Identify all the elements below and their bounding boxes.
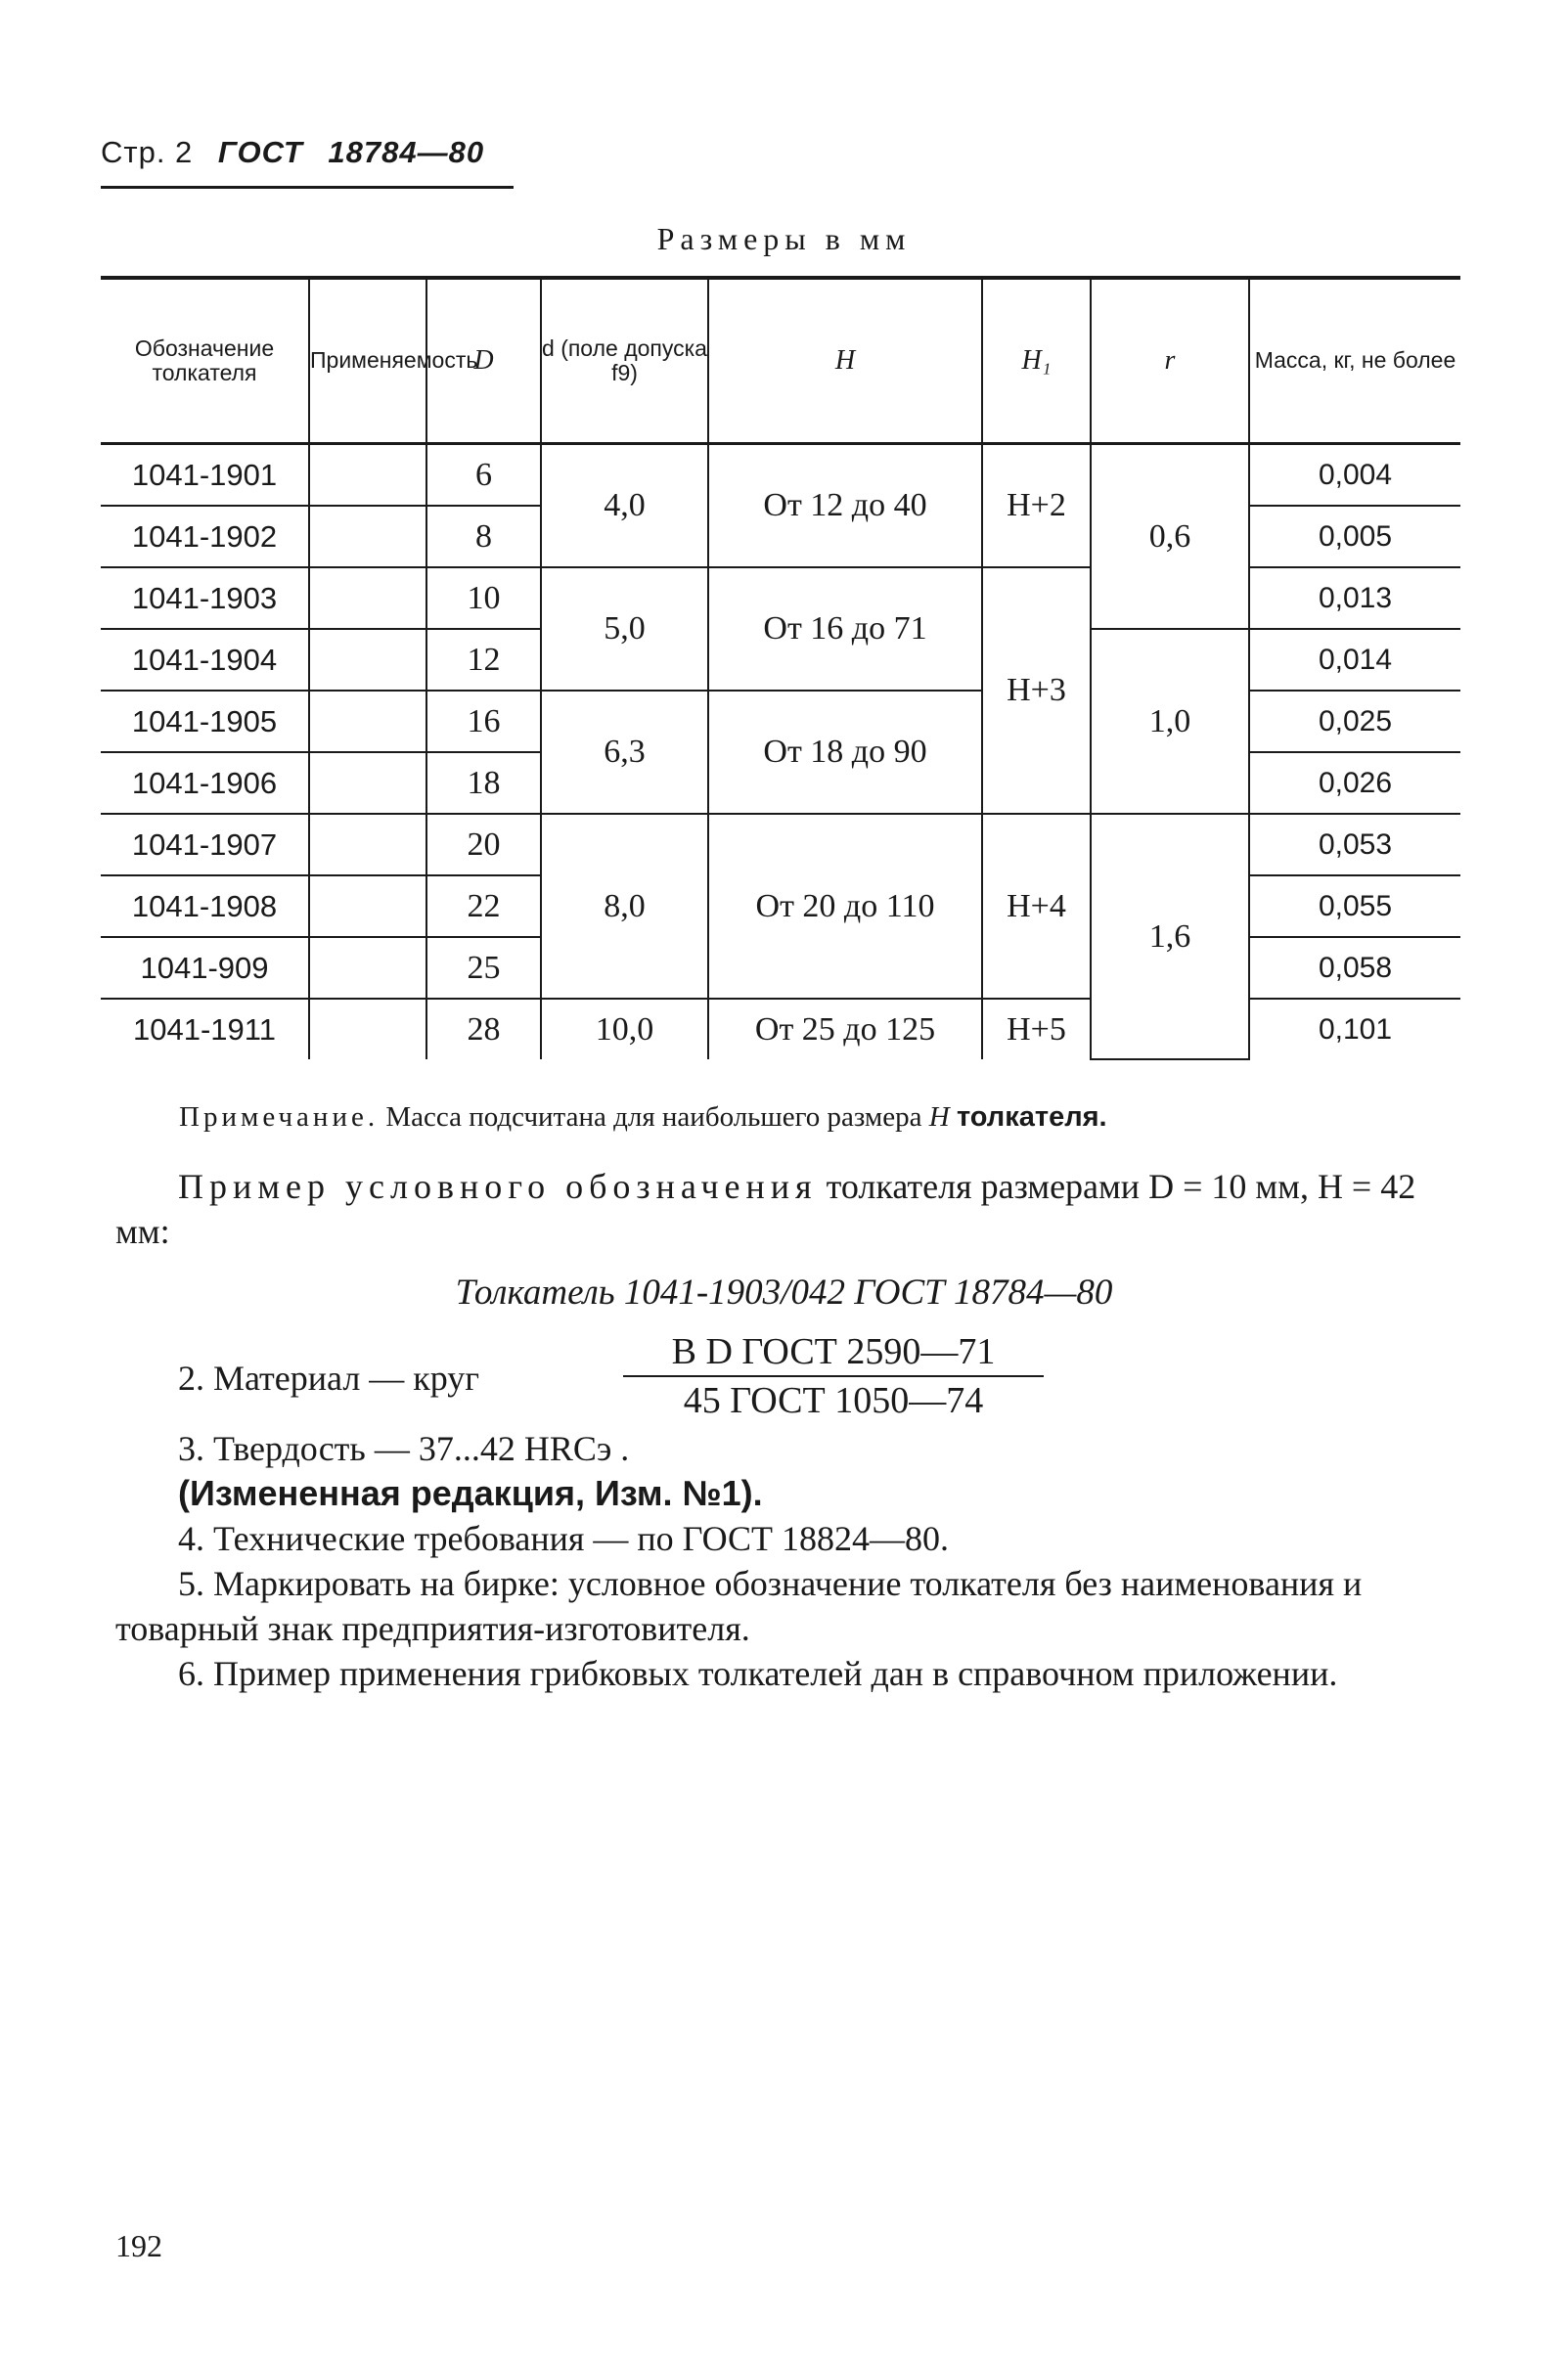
page-label: Стр. 2 bbox=[101, 135, 194, 169]
cell-D: 12 bbox=[426, 629, 541, 691]
cell-code: 1041-909 bbox=[101, 937, 309, 999]
item-6: 6. Пример применения грибковых толкателей дан в справочном приложении. bbox=[178, 1654, 1338, 1693]
cell-code: 1041-1904 bbox=[101, 629, 309, 691]
table-row bbox=[101, 444, 1460, 507]
material-denominator: 45 ГОСТ 1050—74 bbox=[683, 1380, 984, 1421]
cell-applicability bbox=[309, 999, 426, 1059]
cell-code: 1041-1906 bbox=[101, 752, 309, 814]
table-note bbox=[179, 1101, 1107, 1134]
col-header-r: r bbox=[1091, 278, 1249, 444]
cell-code: 1041-1901 bbox=[101, 444, 309, 507]
cell-H: От 20 до 110 bbox=[708, 814, 982, 999]
col-header-H1: H₁ bbox=[982, 278, 1091, 444]
table-row bbox=[101, 999, 1460, 1059]
col-header-d: d (поле допуска f9) bbox=[541, 278, 708, 444]
cell-D: 8 bbox=[426, 506, 541, 567]
cell-mass: 0,101 bbox=[1249, 999, 1460, 1059]
standard-label: ГОСТ bbox=[217, 135, 303, 169]
standard-number: 18784—80 bbox=[328, 135, 485, 169]
cell-d: 4,0 bbox=[541, 444, 708, 568]
cell-H1: Н+3 bbox=[982, 567, 1091, 814]
cell-d: 8,0 bbox=[541, 814, 708, 999]
col-header-designation: Обозначение толкателя bbox=[101, 278, 309, 444]
hardness-line: 3. Твердость — 37...42 HRCэ . bbox=[178, 1429, 630, 1468]
item-5: 5. Маркировать на бирке: условное обозначение толкателя без наименования и товарный знак предприятия-изготовителя. bbox=[115, 1564, 1363, 1648]
cell-applicability bbox=[309, 506, 426, 567]
cell-r: 1,0 bbox=[1091, 629, 1249, 814]
material-fraction bbox=[623, 1330, 1044, 1422]
cell-mass: 0,053 bbox=[1249, 814, 1460, 875]
material-numerator: В D ГОСТ 2590—71 bbox=[623, 1330, 1044, 1377]
page-number: 192 bbox=[115, 2228, 162, 2263]
cell-applicability bbox=[309, 629, 426, 691]
cell-code: 1041-1911 bbox=[133, 1011, 276, 1047]
cell-applicability bbox=[309, 691, 426, 752]
col-header-H: H bbox=[708, 278, 982, 444]
note-tail: толкателя. bbox=[956, 1101, 1107, 1133]
cell-mass: 0,004 bbox=[1249, 444, 1460, 507]
cell-D: 6 bbox=[426, 444, 541, 507]
cell-mass: 0,025 bbox=[1249, 691, 1460, 752]
cell-applicability bbox=[309, 814, 426, 875]
cell-H1: Н+2 bbox=[982, 444, 1091, 568]
cell-d: 5,0 bbox=[541, 567, 708, 691]
cell-mass: 0,014 bbox=[1249, 629, 1460, 691]
designation-intro bbox=[115, 1164, 1467, 1254]
cell-H: От 12 до 40 bbox=[708, 444, 982, 568]
item-4: 4. Технические требования — по ГОСТ 18824—80. bbox=[178, 1519, 950, 1558]
cell-mass: 0,055 bbox=[1249, 875, 1460, 937]
cell-mass: 0,058 bbox=[1249, 937, 1460, 999]
col-header-mass: Масса, кг, не более bbox=[1249, 278, 1460, 444]
cell-H: От 18 до 90 bbox=[708, 691, 982, 814]
cell-applicability bbox=[309, 752, 426, 814]
cell-code: 1041-1908 bbox=[101, 875, 309, 937]
col-header-applicability: Применяемость bbox=[309, 278, 426, 444]
cell-code: 1041-1902 bbox=[101, 506, 309, 567]
intro-spaced: Пример условного обозначения bbox=[178, 1167, 818, 1206]
note-label: Примечание. bbox=[179, 1101, 380, 1133]
cell-D: 10 bbox=[426, 567, 541, 629]
cell-code: 1041-1905 bbox=[101, 691, 309, 752]
table-row bbox=[101, 567, 1460, 629]
cell-H1: Н+4 bbox=[982, 814, 1091, 999]
note-var: H bbox=[928, 1101, 950, 1133]
cell-D: 20 bbox=[426, 814, 541, 875]
intro-rest: толкателя размерами D = 10 мм, H = 42 мм: bbox=[115, 1167, 1416, 1251]
cell-code: 1041-1903 bbox=[101, 567, 309, 629]
cell-mass: 0,005 bbox=[1249, 506, 1460, 567]
cell-d: 10,0 bbox=[541, 999, 708, 1059]
cell-mass: 0,026 bbox=[1249, 752, 1460, 814]
cell-mass: 0,013 bbox=[1249, 567, 1460, 629]
cell-applicability bbox=[309, 875, 426, 937]
material-label: 2. Материал — круг bbox=[178, 1359, 480, 1398]
dimensions-table bbox=[101, 276, 1460, 1060]
cell-D: 28 bbox=[426, 999, 541, 1059]
cell-H: От 25 до 125 bbox=[708, 999, 982, 1059]
cell-code: 1041-1907 bbox=[101, 814, 309, 875]
cell-applicability bbox=[309, 567, 426, 629]
header-rule bbox=[101, 186, 514, 189]
col-header-D: D bbox=[426, 278, 541, 444]
cell-r: 0,6 bbox=[1091, 444, 1249, 630]
units-caption: Размеры в мм bbox=[656, 221, 912, 256]
cell-D: 18 bbox=[426, 752, 541, 814]
page-header bbox=[101, 135, 484, 170]
designation-example: Толкатель 1041-1903/042 ГОСТ 18784—80 bbox=[455, 1273, 1113, 1313]
table-header-row bbox=[101, 278, 1460, 444]
cell-applicability bbox=[309, 444, 426, 507]
revision-line: (Измененная редакция, Изм. №1). bbox=[178, 1473, 763, 1513]
table-row bbox=[101, 691, 1460, 752]
cell-D: 25 bbox=[426, 937, 541, 999]
cell-applicability bbox=[309, 937, 426, 999]
cell-D: 22 bbox=[426, 875, 541, 937]
cell-H1: Н+5 bbox=[982, 999, 1091, 1059]
cell-D: 16 bbox=[426, 691, 541, 752]
cell-H: От 16 до 71 bbox=[708, 567, 982, 691]
cell-d: 6,3 bbox=[541, 691, 708, 814]
note-text: Масса подсчитана для наибольшего размера bbox=[385, 1101, 922, 1133]
cell-r: 1,6 bbox=[1091, 814, 1249, 1059]
table-row bbox=[101, 814, 1460, 875]
